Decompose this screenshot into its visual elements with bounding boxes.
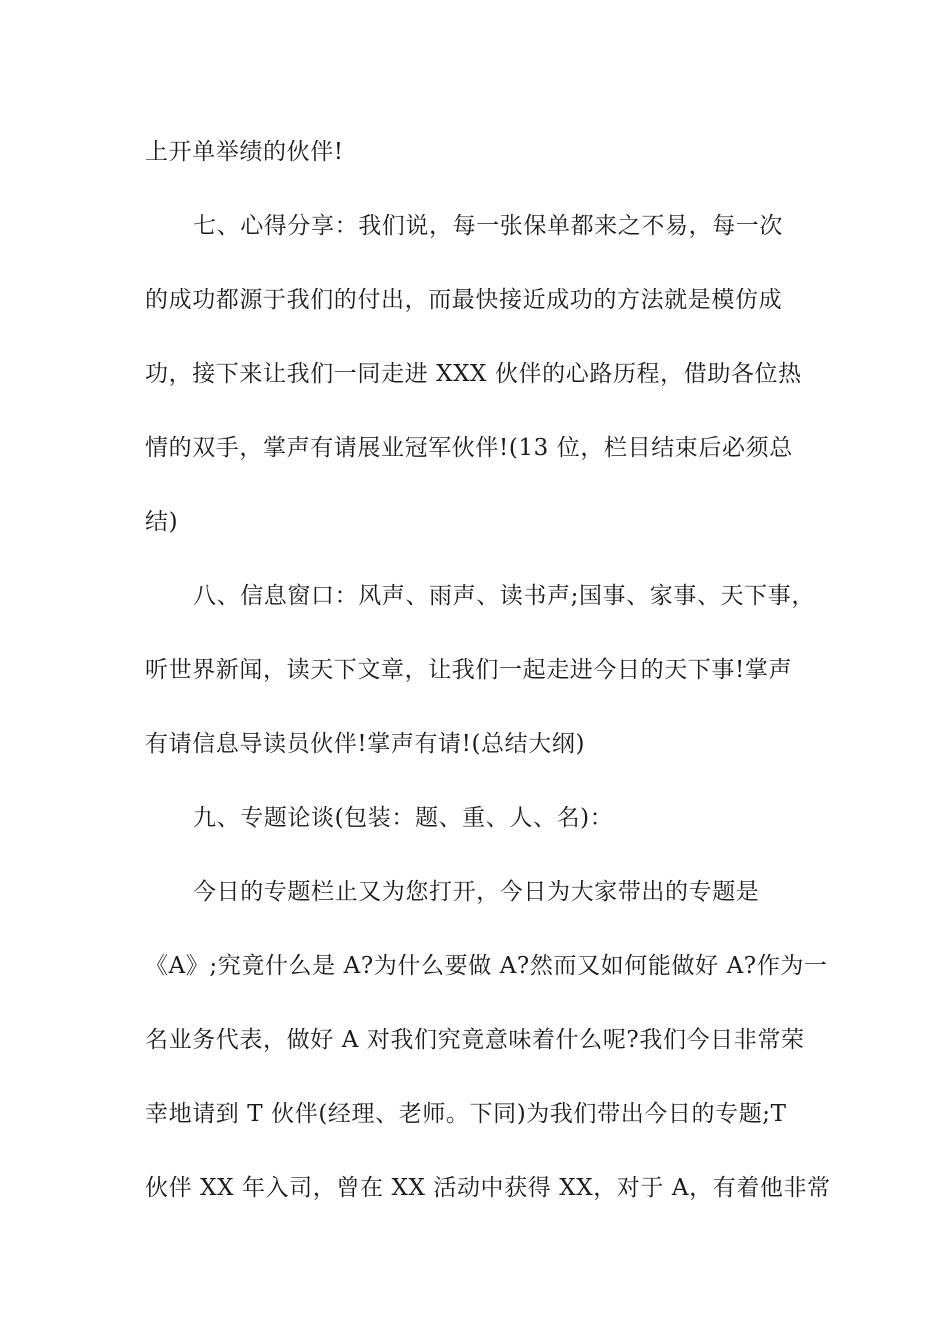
text-line: 情的双手，掌声有请展业冠军伙伴!(13 位，栏目结束后必须总	[145, 435, 793, 461]
paragraph-start: 今日的专题栏止又为您打开，今日为大家带出的专题是	[193, 879, 760, 905]
text-line: 名业务代表，做好 A 对我们究竟意味着什么呢?我们今日非常荣	[145, 1027, 805, 1053]
text-line: 幸地请到 T 伙伴(经理、老师。下同)为我们带出今日的专题;T	[145, 1101, 787, 1127]
section-heading-eight: 八、信息窗口：风声、雨声、读书声;国事、家事、天下事，	[193, 583, 815, 609]
section-heading-seven: 七、心得分享：我们说，每一张保单都来之不易，每一次	[193, 213, 783, 239]
text-line: 上开单举绩的伙伴!	[145, 139, 344, 165]
text-line: 结)	[145, 509, 179, 535]
section-heading-nine: 九、专题论谈(包装：题、重、人、名)：	[193, 805, 614, 831]
text-line: 的成功都源于我们的付出，而最快接近成功的方法就是模仿成	[145, 287, 783, 313]
text-line: 听世界新闻，读天下文章，让我们一起走进今日的天下事!掌声	[145, 657, 793, 683]
text-line: 功，接下来让我们一同走进 XXX 伙伴的心路历程，借助各位热	[145, 361, 802, 387]
text-line: 有请信息导读员伙伴!掌声有请!(总结大纲)	[145, 731, 586, 757]
text-line: 伙伴 XX 年入司，曾在 XX 活动中获得 XX，对于 A，有着他非常	[145, 1175, 831, 1201]
text-line: 《A》;究竟什么是 A?为什么要做 A?然而又如何能做好 A?作为一	[145, 953, 828, 979]
